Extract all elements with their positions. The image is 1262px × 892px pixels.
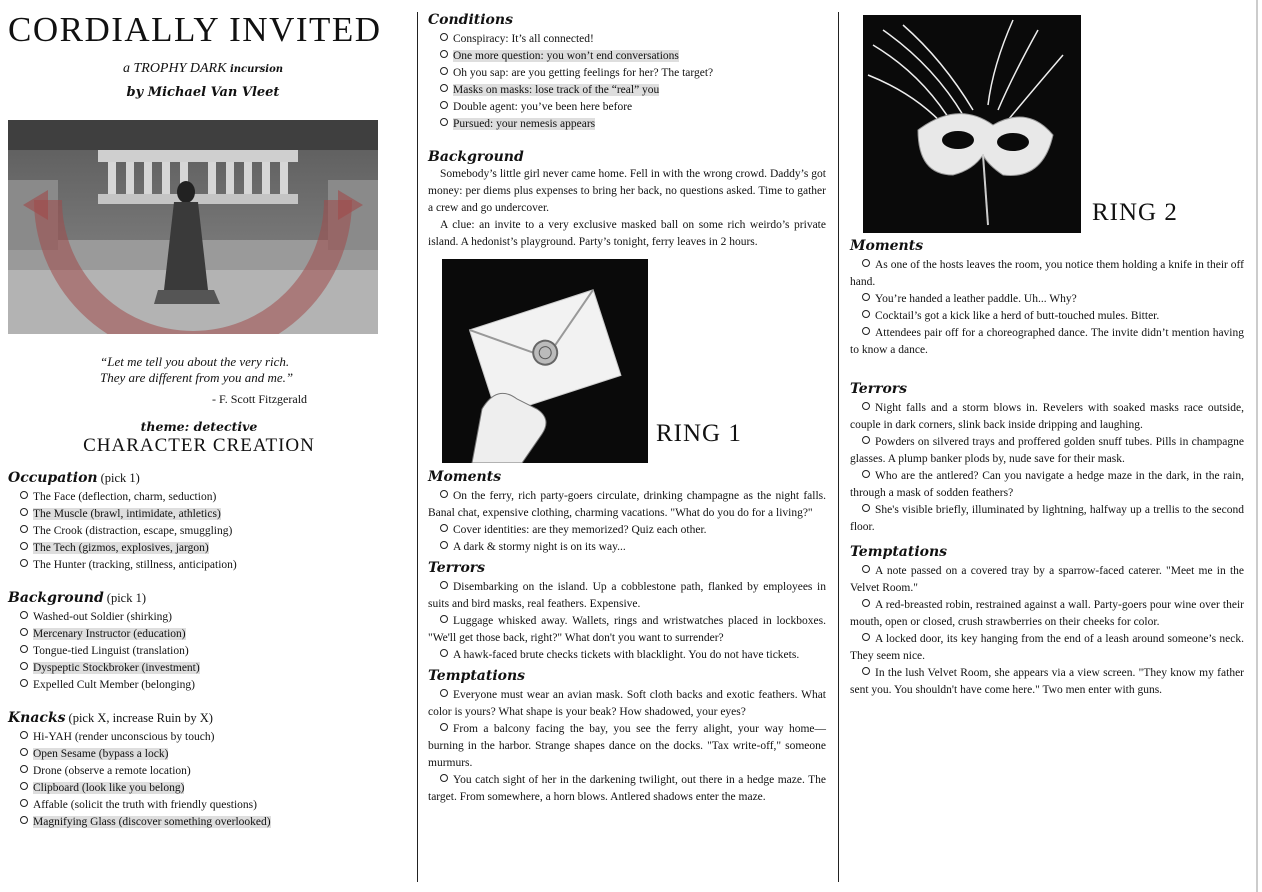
circle-bullet-icon [862, 327, 870, 335]
list-item [20, 729, 406, 746]
list-item-text: You catch sight of her in the darkening twilight, out there in a hedge maze. The target. From somewhere, a horn blows. Antlered shadows enter the maze. [428, 774, 826, 803]
list-item-text: She's visible briefly, illuminated by lightning, halfway up a trellis to the second floor. [850, 504, 1244, 533]
ring2-label: RING 2 [1092, 199, 1178, 226]
list-item-text: Everyone must wear an avian mask. Soft cloth backs and exotic feathers. What color is yours? What shape is your beak? How shadowed, your eyes? [428, 689, 826, 718]
circle-bullet-icon [440, 33, 448, 41]
list-item [428, 647, 826, 664]
column-middle [428, 0, 826, 806]
list-item-text: On the ferry, rich party-goers circulate, drinking champagne as the night falls. Banal chat, expensive clothing, charming vacations. "What do you do for a living?" [428, 490, 826, 519]
list-item-text: You’re handed a leather paddle. Uh... Why? [875, 293, 1077, 305]
list-item [20, 763, 406, 780]
circle-bullet-icon [862, 565, 870, 573]
ring1-label: RING 1 [656, 420, 742, 447]
list-item-text: The Hunter (tracking, stillness, anticipation) [33, 559, 237, 571]
woman-at-balustrade-image [8, 120, 378, 334]
list-item [850, 597, 1244, 631]
list-item [428, 522, 826, 539]
background-pick-list [20, 609, 406, 694]
list-item [20, 506, 406, 523]
circle-bullet-icon [20, 645, 28, 653]
circle-bullet-icon [20, 748, 28, 756]
epigraph-attribution: - F. Scott Fitzgerald [212, 392, 308, 406]
circle-bullet-icon [20, 559, 28, 567]
circle-bullet-icon [20, 525, 28, 533]
circle-bullet-icon [862, 293, 870, 301]
list-item [20, 523, 406, 540]
occupation-heading: Occupation (pick 1) [8, 470, 140, 486]
list-item-text: The Face (deflection, charm, seduction) [33, 491, 217, 503]
list-item [428, 687, 826, 721]
circle-bullet-icon [20, 662, 28, 670]
list-item-text: Mercenary Instructor (education) [33, 628, 186, 640]
circle-bullet-icon [862, 504, 870, 512]
ring2-moments-list [850, 257, 1244, 359]
circle-bullet-icon [862, 436, 870, 444]
list-item [20, 677, 406, 694]
list-item-text: Hi-YAH (render unconscious by touch) [33, 731, 215, 743]
ring1-temptations-heading: Temptations [428, 668, 526, 684]
list-item [850, 563, 1244, 597]
circle-bullet-icon [20, 816, 28, 824]
circle-bullet-icon [20, 611, 28, 619]
list-item [440, 82, 826, 99]
page-edge [1256, 0, 1258, 892]
column-divider [417, 12, 418, 882]
list-item-text: Cover identities: are they memorized? Quiz each other. [453, 524, 707, 536]
circle-bullet-icon [440, 67, 448, 75]
list-item [850, 400, 1244, 434]
list-item [440, 116, 826, 133]
list-item [20, 780, 406, 797]
circle-bullet-icon [440, 84, 448, 92]
list-item-text: Masks on masks: lose track of the “real” you [453, 84, 660, 96]
byline: by Michael Van Vleet [126, 85, 280, 100]
list-item [850, 434, 1244, 468]
ring2-terrors-list [850, 400, 1244, 536]
section-title-character-creation: CHARACTER CREATION [83, 435, 315, 456]
column-right [850, 0, 1244, 699]
list-item-text: Open Sesame (bypass a lock) [33, 748, 169, 760]
list-item [20, 746, 406, 763]
list-item-text: Washed-out Soldier (shirking) [33, 611, 172, 623]
epigraph: “Let me tell you about the very rich. They are different from you and me.” [100, 354, 294, 385]
list-item [428, 539, 826, 556]
hand-holding-envelope-icon [442, 259, 648, 463]
list-item-text: The Crook (distraction, escape, smuggling) [33, 525, 233, 537]
list-item-text: Night falls and a storm blows in. Revelers with soaked masks race outside, couple in dark corners, slink back inside dripping and laughing. [850, 402, 1244, 431]
circle-bullet-icon [440, 101, 448, 109]
background-pick-heading: Background (pick 1) [8, 590, 147, 606]
list-item-text: One more question: you won’t end conversations [453, 50, 679, 62]
circle-bullet-icon [862, 310, 870, 318]
envelope-image [442, 259, 648, 463]
list-item-text: Luggage whisked away. Wallets, rings and wristwatches placed in lockboxes. "We'll get those back, right?" What don't you want to surrender? [428, 615, 826, 644]
list-item-text: Cocktail’s got a kick like a herd of butt-touched mules. Bitter. [875, 310, 1160, 322]
theme-label: theme: detective [140, 419, 258, 434]
list-item [850, 325, 1244, 359]
circle-bullet-icon [20, 799, 28, 807]
list-item [850, 665, 1244, 699]
list-item-text: From a balcony facing the bay, you see the ferry alight, your way home— burning in the harbor. Strange shapes dance on the docks. "Tax write-off," someone murmurs. [428, 723, 826, 769]
list-item-text: Oh you sap: are you getting feelings for her? The target? [453, 67, 714, 79]
circle-bullet-icon [440, 118, 448, 126]
list-item-text: A note passed on a covered tray by a sparrow-faced caterer. "Meet me in the Velvet Room." [850, 565, 1244, 594]
list-item-text: A dark & stormy night is on its way... [453, 541, 626, 553]
ring1-moments-heading: Moments [428, 469, 502, 485]
knacks-heading: Knacks (pick X, increase Ruin by X) [8, 710, 213, 726]
list-item-text: The Tech (gizmos, explosives, jargon) [33, 542, 209, 554]
list-item-text: Attendees pair off for a choreographed dance. The invite didn’t mention having to know a dance. [850, 327, 1244, 356]
list-item [20, 797, 406, 814]
list-item-text: Conspiracy: It’s all connected! [453, 33, 594, 45]
circle-bullet-icon [440, 649, 448, 657]
column-left [8, 0, 406, 831]
circle-bullet-icon [440, 490, 448, 498]
column-divider [838, 12, 839, 882]
knacks-list [20, 729, 406, 831]
list-item-text: Tongue-tied Linguist (translation) [33, 645, 189, 657]
list-item-text: The Muscle (brawl, intimidate, athletics) [33, 508, 221, 520]
list-item-text: A red-breasted robin, restrained against a wall. Party-goers pour wine over their mouth, open or closed, crush strawberries on their cheeks for color. [850, 599, 1244, 628]
list-item-text: Powders on silvered trays and proffered golden snuff tubes. Pills in champagne glasses. A plump banker plods by, nude save for their mask. [850, 436, 1244, 465]
circle-bullet-icon [862, 259, 870, 267]
background-story-heading: Background [428, 149, 524, 165]
circle-bullet-icon [862, 470, 870, 478]
circle-bullet-icon [440, 615, 448, 623]
circle-bullet-icon [862, 402, 870, 410]
mask-image [863, 15, 1081, 233]
list-item [850, 468, 1244, 502]
list-item [850, 257, 1244, 291]
list-item [428, 488, 826, 522]
circle-bullet-icon [440, 723, 448, 731]
list-item [440, 65, 826, 82]
list-item [20, 660, 406, 677]
list-item [428, 721, 826, 772]
ring2-temptations-heading: Temptations [850, 544, 948, 560]
circle-bullet-icon [440, 50, 448, 58]
page-title: CORDIALLY INVITED [8, 10, 382, 49]
ring1-temptations-list [428, 687, 826, 806]
ring2-terrors-heading: Terrors [850, 381, 908, 397]
ring1-banner [428, 255, 826, 465]
circle-bullet-icon [20, 542, 28, 550]
circle-bullet-icon [440, 689, 448, 697]
list-item-text: A locked door, its key hanging from the end of a leash around someone’s neck. They seem nice. [850, 633, 1244, 662]
circle-bullet-icon [862, 599, 870, 607]
list-item [850, 631, 1244, 665]
circle-bullet-icon [440, 541, 448, 549]
list-item [20, 814, 406, 831]
list-item [20, 489, 406, 506]
ring2-temptations-list [850, 563, 1244, 699]
list-item-text: Expelled Cult Member (belonging) [33, 679, 195, 691]
circle-bullet-icon [20, 765, 28, 773]
ring1-moments-list [428, 488, 826, 556]
list-item [850, 502, 1244, 536]
circle-bullet-icon [20, 491, 28, 499]
ring1-terrors-heading: Terrors [428, 560, 486, 576]
list-item-text: Dyspeptic Stockbroker (investment) [33, 662, 200, 674]
ring2-banner [850, 0, 1244, 228]
list-item-text: Who are the antlered? Can you navigate a hedge maze in the dark, in the rain, through a mask of sodden feathers? [850, 470, 1244, 499]
circle-bullet-icon [20, 782, 28, 790]
cover-photo [8, 120, 378, 334]
list-item [20, 643, 406, 660]
masquerade-mask-icon [863, 15, 1081, 233]
conditions-list [440, 31, 826, 133]
list-item-text: Affable (solicit the truth with friendly questions) [33, 799, 257, 811]
list-item-text: Disembarking on the island. Up a cobblestone path, flanked by employees in suits and bird masks, real feathers. Expensive. [428, 581, 826, 610]
list-item [428, 613, 826, 647]
list-item-text: Double agent: you’ve been here before [453, 101, 633, 113]
circle-bullet-icon [20, 508, 28, 516]
list-item [850, 291, 1244, 308]
list-item [20, 557, 406, 574]
list-item-text: Clipboard (look like you belong) [33, 782, 185, 794]
list-item-text: A hawk-faced brute checks tickets with blacklight. You do not have tickets. [453, 649, 800, 661]
list-item-text: As one of the hosts leaves the room, you notice them holding a knife in their off hand. [850, 259, 1244, 288]
list-item-text: Drone (observe a remote location) [33, 765, 191, 777]
occupation-list [20, 489, 406, 574]
list-item [440, 31, 826, 48]
conditions-heading: Conditions [428, 12, 513, 28]
circle-bullet-icon [440, 774, 448, 782]
circle-bullet-icon [20, 731, 28, 739]
ring2-moments-heading: Moments [850, 238, 924, 254]
background-paragraph-1: Somebody’s little girl never came home. Fell in with the wrong crowd. Daddy’s got money: per diems plus expenses to bring her back, no questions asked. Time to gather a crew and go undercover. [428, 168, 826, 214]
circle-bullet-icon [20, 679, 28, 687]
circle-bullet-icon [862, 633, 870, 641]
list-item [20, 609, 406, 626]
list-item [20, 626, 406, 643]
subtitle: a TROPHY DARK incursion [122, 61, 284, 76]
circle-bullet-icon [20, 628, 28, 636]
background-paragraph-2: A clue: an invite to a very exclusive masked ball on some rich weirdo’s private island. A hedonist’s playground. Party’s tonight, ferry leaves in 2 hours. [428, 219, 826, 248]
list-item [440, 99, 826, 116]
list-item-text: In the lush Velvet Room, she appears via a view screen. "They know my father sent you. You shouldn't have come here." Two men enter with guns. [850, 667, 1244, 696]
circle-bullet-icon [862, 667, 870, 675]
list-item-text: Magnifying Glass (discover something overlooked) [33, 816, 271, 828]
circle-bullet-icon [440, 581, 448, 589]
list-item [850, 308, 1244, 325]
list-item [428, 579, 826, 613]
circle-bullet-icon [440, 524, 448, 532]
list-item [20, 540, 406, 557]
list-item [440, 48, 826, 65]
list-item [428, 772, 826, 806]
list-item-text: Pursued: your nemesis appears [453, 118, 596, 130]
ring1-terrors-list [428, 579, 826, 664]
